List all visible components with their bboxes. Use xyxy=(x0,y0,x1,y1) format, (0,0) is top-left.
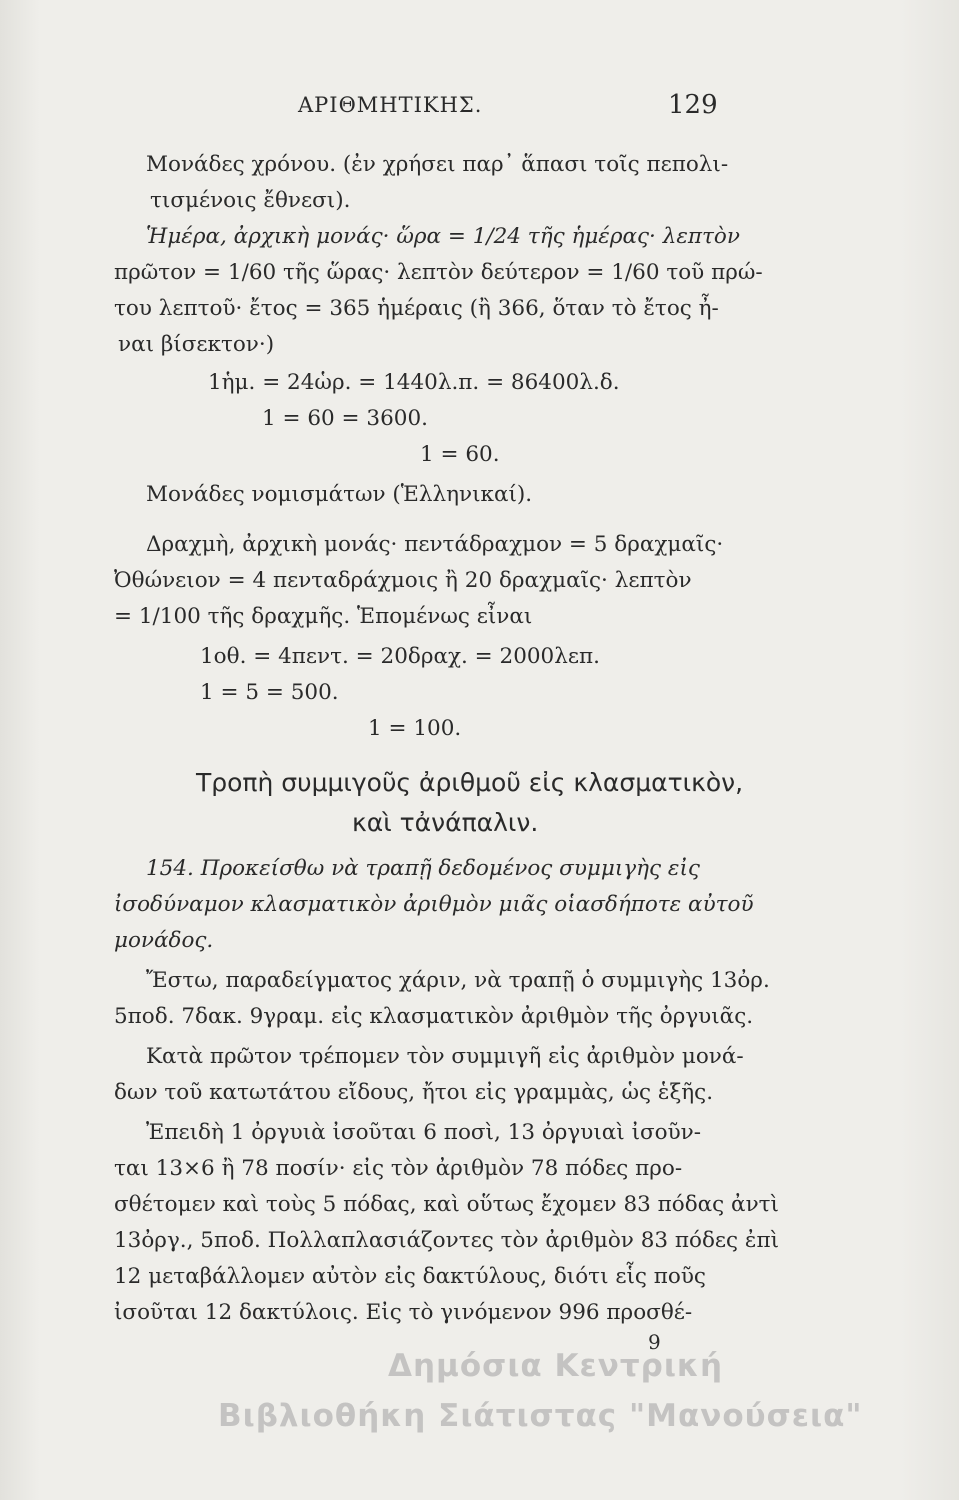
text-line: 154. Προκείσθω νὰ τραπῇ δεδομένος συμμιγὴς εἰς xyxy=(146,856,700,881)
text-line: ἰσοδύναμον κλασματικὸν ἀριθμὸν μιᾶς οἱασδήποτε αὐτοῦ xyxy=(114,892,754,917)
section-heading-continued: καὶ τἀνάπαλιν. xyxy=(352,808,539,837)
text-line: ναι βίσεκτον·) xyxy=(118,332,275,357)
text-line: ἰσοῦται 12 δακτύλοις. Εἰς τὸ γινόμενον 996 προσθέ- xyxy=(114,1300,693,1325)
time-equation: 1 = 60. xyxy=(420,442,500,467)
text-line: του λεπτοῦ· ἔτος = 365 ἡμέραις (ἢ 366, ὅταν τὸ ἔτος ἦ- xyxy=(114,296,719,321)
running-header: ΑΡΙΘΜΗΤΙΚΗΣ. xyxy=(298,93,483,117)
text-line: Μονάδες νομισμάτων (Ἑλληνικαί). xyxy=(146,482,533,507)
text-line: μονάδος. xyxy=(114,928,214,953)
library-watermark: Δημόσια Κεντρική xyxy=(388,1348,724,1384)
text-line: Ἔστω, παραδείγματος χάριν, νὰ τραπῇ ὁ συμμιγὴς 13ὀρ. xyxy=(146,968,770,993)
text-line: = 1/100 τῆς δραχμῆς. Ἑπομένως εἶναι xyxy=(114,604,533,629)
text-line: σθέτομεν καὶ τοὺς 5 πόδας, καὶ οὕτως ἔχομεν 83 πόδας ἀντὶ xyxy=(114,1192,779,1217)
text-line: 12 μεταβάλλομεν αὐτὸν εἰς δακτύλους, διότι εἷς ποῦς xyxy=(114,1264,706,1289)
text-line: ται 13×6 ἢ 78 ποσίν· εἰς τὸν ἀριθμὸν 78 πόδες προ- xyxy=(114,1156,683,1181)
text-line: Κατὰ πρῶτον τρέπομεν τὸν συμμιγῆ εἰς ἀριθμὸν μονά- xyxy=(146,1044,744,1069)
library-watermark: Βιβλιοθήκη Σιάτιστας "Μανούσεια" xyxy=(218,1398,863,1434)
text-line: 13ὀργ., 5ποδ. Πολλαπλασιάζοντες τὸν ἀριθμὸν 83 πόδες ἐπὶ xyxy=(114,1228,780,1253)
section-heading: Τροπὴ συμμιγοῦς ἀριθμοῦ εἰς κλασματικὸν, xyxy=(196,768,744,797)
signature-mark: 9 xyxy=(648,1330,661,1354)
text-line: τισμένοις ἔθνεσι). xyxy=(150,188,351,213)
text-line: Μονάδες χρόνου. (ἐν χρήσει παρ᾽ ἅπασι τοῖς πεπολι- xyxy=(146,152,729,177)
time-equation: 1ἡμ. = 24ὡρ. = 1440λ.π. = 86400λ.δ. xyxy=(208,370,620,395)
page-number: 129 xyxy=(668,90,718,120)
text-line: Δραχμὴ, ἀρχικὴ μονάς· πεντάδραχμον = 5 δραχμαῖς· xyxy=(146,532,724,557)
text-line: δων τοῦ κατωτάτου εἴδους, ἤτοι εἰς γραμμὰς, ὡς ἑξῆς. xyxy=(114,1080,714,1105)
text-line: πρῶτον = 1/60 τῆς ὥρας· λεπτὸν δεύτερον = 1/60 τοῦ πρώ- xyxy=(114,260,763,285)
money-equation: 1οθ. = 4πεντ. = 20δραχ. = 2000λεπ. xyxy=(200,644,600,669)
text-line: 5ποδ. 7δακ. 9γραμ. εἰς κλασματικὸν ἀριθμὸν τῆς ὀργυιᾶς. xyxy=(114,1004,754,1029)
money-equation: 1 = 100. xyxy=(368,716,462,741)
time-equation: 1 = 60 = 3600. xyxy=(262,406,428,431)
text-line: Ἐπειδὴ 1 ὀργυιὰ ἰσοῦται 6 ποσὶ, 13 ὀργυιαὶ ἰσοῦν- xyxy=(146,1120,702,1145)
text-line: Ὀθώνειον = 4 πενταδράχμοις ἢ 20 δραχμαῖς· λεπτὸν xyxy=(114,568,692,593)
money-equation: 1 = 5 = 500. xyxy=(200,680,339,705)
text-line: Ἡμέρα, ἀρχικὴ μονάς· ὥρα = 1/24 τῆς ἡμέρας· λεπτὸν xyxy=(146,224,740,249)
